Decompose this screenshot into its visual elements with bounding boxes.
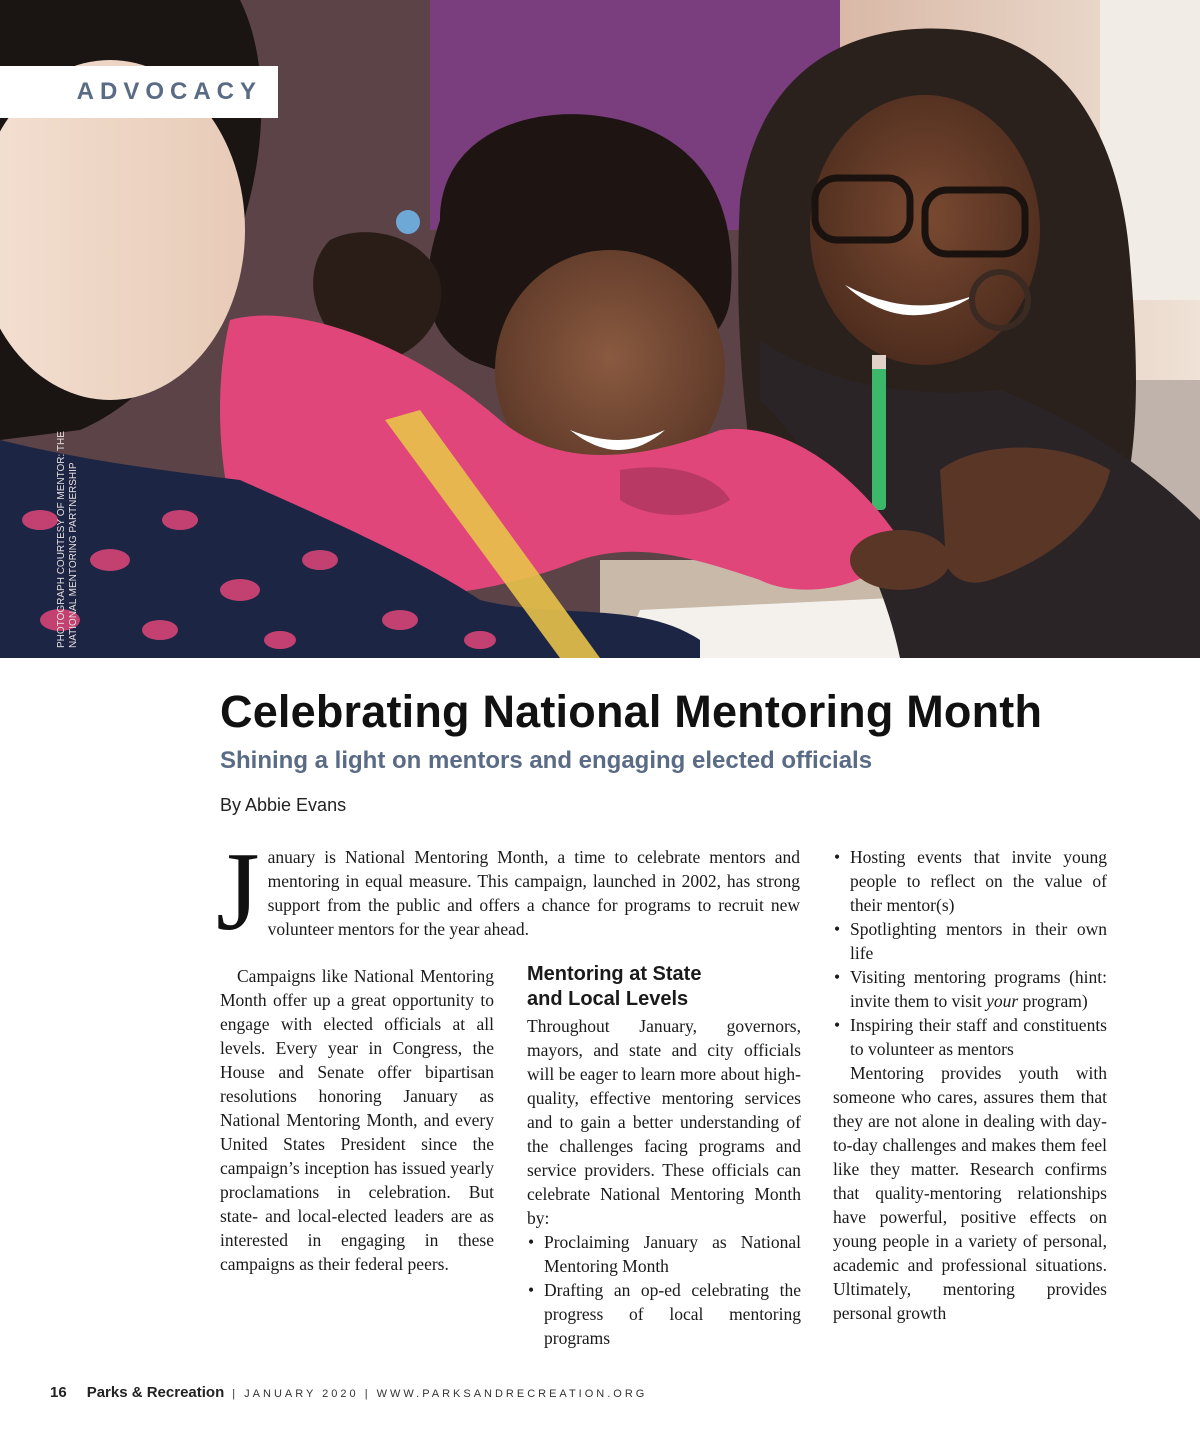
body-paragraph: Mentoring provides youth with someone who cares, assures them that they are not alone in dealing with day-to-day challenges and makes them feel like they matter. Research confirms that quality-mentoring relationships have powerful, positive effects on young people in a variety of personal, academic and professional situations. Ultimately, mentoring provides personal growth — [833, 1063, 1107, 1323]
bullet-item: • Spotlighting mentors in their own life — [833, 917, 1107, 965]
magazine-name: Parks & Recreation — [86, 1384, 225, 1401]
hero-photo — [0, 0, 1200, 658]
section-tag-label: ADVOCACY — [76, 78, 262, 105]
page-footer — [50, 1384, 647, 1401]
column-3 — [833, 845, 1107, 1325]
bullet-list — [833, 845, 1107, 1061]
article-byline: By Abbie Evans — [220, 795, 347, 815]
bullet-item: • Proclaiming January as National Mentoring Month — [527, 1230, 801, 1278]
section-heading — [527, 962, 801, 1012]
bullet-item — [833, 965, 1107, 1013]
section-heading-line-1: Mentoring at State — [527, 963, 702, 985]
intro-paragraph: anuary is National Mentoring Month, a time to celebrate mentors and mentoring in equal measure. This campaign, launched in 2002, has strong support from the public and offers a chance for programs to recruit new volunteer mentors for the year ahead. — [267, 847, 800, 939]
photo-credit-line-2: NATIONAL MENTORING PARTNERSHIP — [68, 462, 79, 648]
column-2 — [527, 962, 801, 1350]
photo-credit — [56, 431, 80, 648]
emphasis-text: your — [986, 991, 1019, 1011]
article-subtitle: Shining a light on mentors and engaging elected officials — [220, 747, 873, 774]
article-intro — [216, 830, 800, 954]
bullet-item: • Drafting an op-ed celebrating the progress of local mentoring programs — [527, 1278, 801, 1350]
body-paragraph: Throughout January, governors, mayors, and state and city officials will be eager to learn more about high-quality, effective mentoring services and to gain a better understanding of the challenges facing programs and service providers. These officials can celebrate National Mentoring Month by: — [527, 1016, 801, 1228]
bullet-text: program) — [1018, 991, 1088, 1011]
bullet-list — [527, 1230, 801, 1350]
bullet-item: • Inspiring their staff and constituents to volunteer as mentors — [833, 1013, 1107, 1061]
body-paragraph: Campaigns like National Mentoring Month offer up a great opportunity to engage with elected officials at all levels. Every year in Congress, the House and Senate offer bipartisan resolutions honoring January as National Mentoring Month, and every United States President since the campaign’s inception has issued yearly proclamations in celebration. But state- and local-elected leaders are as interested in engaging in these campaigns as their federal peers. — [220, 966, 494, 1274]
drop-cap: J — [216, 830, 260, 954]
bullet-item: • Hosting events that invite young people to reflect on the value of their mentor(s) — [833, 845, 1107, 917]
section-tag — [0, 66, 278, 118]
photo-credit-line-1: PHOTOGRAPH COURTESY OF MENTOR: THE — [56, 431, 67, 648]
page-number: 16 — [50, 1384, 67, 1401]
section-heading-line-2: and Local Levels — [527, 988, 689, 1010]
article-title: Celebrating National Mentoring Month — [220, 686, 1043, 737]
column-1 — [220, 964, 494, 1276]
issue-info: | JANUARY 2020 | WWW.PARKSANDRECREATION.ORG — [232, 1388, 648, 1400]
bullet-text: Visiting mentoring programs (hint: invite them to visit — [850, 967, 1107, 1011]
